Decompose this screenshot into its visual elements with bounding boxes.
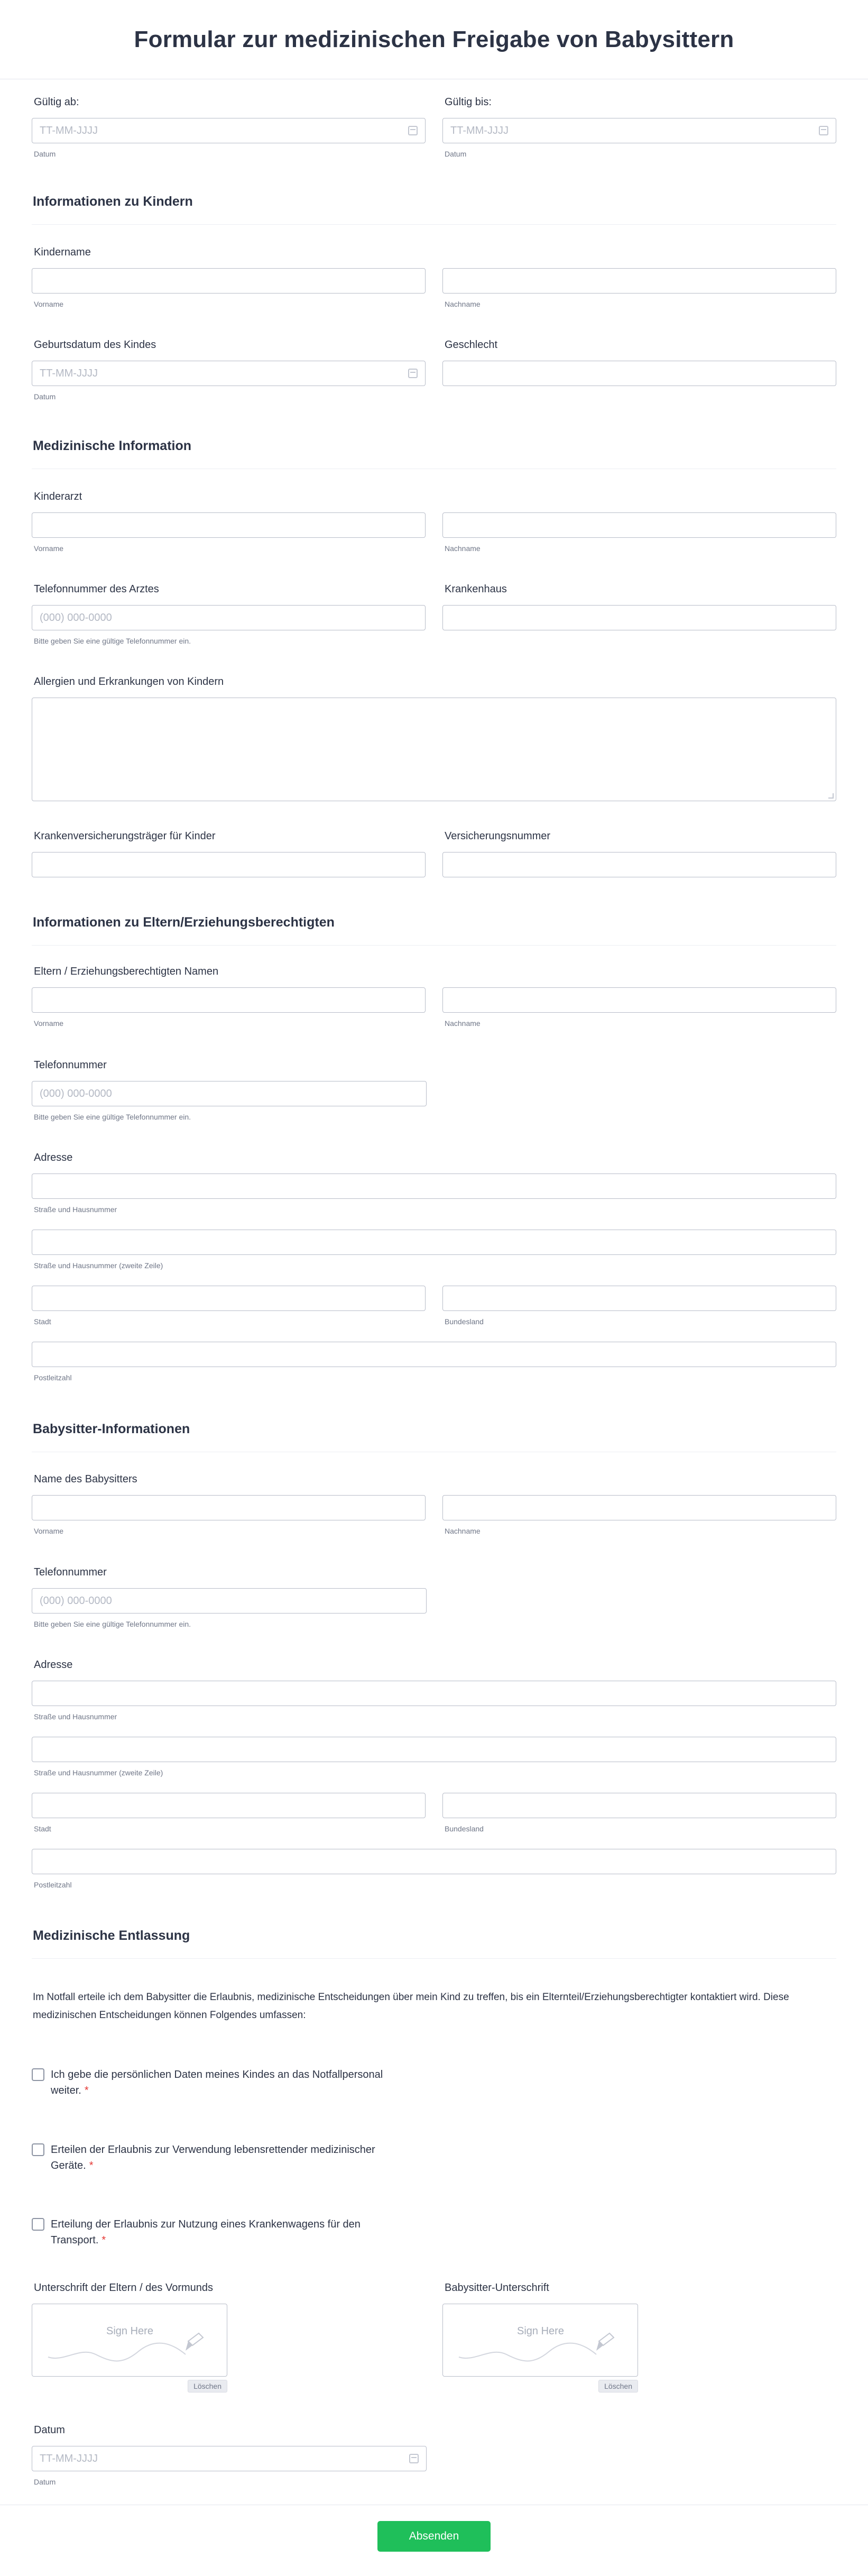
calendar-icon[interactable]	[819, 126, 828, 135]
consent-checkbox-1[interactable]	[32, 2067, 836, 2098]
submit-button[interactable]: Absenden	[377, 2521, 491, 2552]
sitter-city-input[interactable]	[32, 1793, 426, 1818]
child-dob-gender-row	[32, 339, 836, 401]
signature-scribble-icon	[454, 2325, 628, 2368]
parent-street2-input[interactable]	[32, 1230, 836, 1255]
sitter-street-sub: Straße und Hausnummer	[34, 1712, 117, 1721]
sitter-last-name-input[interactable]	[442, 1495, 836, 1520]
consent-2-label: Erteilen der Erlaubnis zur Verwendung lebensrettender medizinischer Geräte.	[51, 2144, 375, 2171]
doctor-phone-label: Telefonnummer des Arztes	[34, 583, 159, 595]
consent-1-label: Ich gebe die persönlichen Daten meines Kindes an das Notfallpersonal weiter.	[51, 2069, 383, 2096]
form-footer	[0, 2505, 868, 2576]
parent-zip-input[interactable]	[32, 1342, 836, 1367]
release-paragraph: Im Notfall erteile ich dem Babysitter die Erlaubnis, medizinische Entscheidungen über mein Kind zu treffen, bis ein Elternteil/Erziehungsberechtigter kontaktiert wird. Diese medizinischen Entscheidungen können Folgendes umfassen:	[33, 1992, 789, 2021]
parent-city-input[interactable]	[32, 1286, 426, 1311]
allergies-label: Allergien und Erkrankungen von Kindern	[34, 676, 224, 687]
sitter-address-label: Adresse	[34, 1659, 73, 1671]
sitter-name-label: Name des Babysitters	[34, 1473, 137, 1485]
sitter-name-field	[32, 1473, 836, 1535]
parent-name-field	[32, 966, 836, 1028]
sitter-phone-sub: Bitte geben Sie eine gültige Telefonnummer ein.	[34, 1620, 191, 1628]
child-gender-input[interactable]	[442, 361, 836, 386]
valid-to-label: Gültig bis:	[445, 96, 492, 108]
sitter-phone-field	[32, 1566, 836, 1628]
valid-from-sub: Datum	[34, 150, 56, 158]
sitter-address-field	[32, 1659, 836, 1889]
sitter-zip-sub: Postleitzahl	[34, 1881, 72, 1889]
parent-signature-label: Unterschrift der Eltern / des Vormunds	[34, 2282, 214, 2294]
child-dob-label: Geburtsdatum des Kindes	[34, 339, 156, 351]
child-section	[32, 194, 836, 247]
sitter-first-name-sub: Vorname	[34, 1527, 64, 1535]
parent-phone-label: Telefonnummer	[34, 1059, 107, 1071]
sitter-section-title: Babysitter-Informationen	[32, 1422, 836, 1452]
parent-city-sub: Stadt	[34, 1317, 51, 1326]
consent-checkbox-3[interactable]	[32, 2216, 836, 2248]
valid-from-input[interactable]	[32, 118, 426, 143]
sitter-state-input[interactable]	[442, 1793, 836, 1818]
sitter-first-name-input[interactable]	[32, 1495, 426, 1520]
doctor-first-name-input[interactable]	[32, 512, 426, 538]
signature-row	[32, 2282, 836, 2397]
child-last-name-input[interactable]	[442, 268, 836, 294]
release-section	[32, 1928, 836, 1981]
parent-phone-sub: Bitte geben Sie eine gültige Telefonnummer ein.	[34, 1113, 191, 1121]
insurance-row	[32, 830, 836, 877]
medical-section	[32, 438, 836, 491]
sitter-state-sub: Bundesland	[445, 1825, 484, 1833]
release-date-input[interactable]	[32, 2446, 427, 2471]
sitter-last-name-sub: Nachname	[445, 1527, 481, 1535]
parent-name-label: Eltern / Erziehungsberechtigten Namen	[34, 966, 219, 977]
valid-from-label: Gültig ab:	[34, 96, 79, 108]
checkbox-2[interactable]	[32, 2143, 44, 2156]
parent-state-sub: Bundesland	[445, 1317, 484, 1326]
child-section-title: Informationen zu Kindern	[32, 194, 836, 225]
doctor-phone-sub: Bitte geben Sie eine gültige Telefonnummer ein.	[34, 637, 191, 645]
valid-to-sub: Datum	[445, 150, 467, 158]
form-header	[0, 0, 868, 79]
child-dob-placeholder: TT-MM-JJJJ	[40, 367, 98, 379]
doctor-phone-hospital-row	[32, 583, 836, 645]
sitter-street-input[interactable]	[32, 1681, 836, 1706]
allergies-field	[32, 676, 836, 801]
consent-2-text	[51, 2142, 402, 2174]
signature-scribble-icon	[43, 2325, 217, 2368]
parent-phone-placeholder: (000) 000-0000	[40, 1087, 112, 1099]
parent-first-name-sub: Vorname	[34, 1019, 64, 1028]
parent-signature-clear-button[interactable]: Löschen	[188, 2380, 227, 2392]
insurance-number-label: Versicherungsnummer	[445, 830, 551, 842]
parent-phone-field	[32, 1059, 836, 1121]
required-mark: *	[89, 2160, 94, 2171]
required-mark: *	[101, 2234, 106, 2246]
sitter-signature-label: Babysitter-Unterschrift	[445, 2282, 549, 2294]
doctor-phone-placeholder: (000) 000-0000	[40, 611, 112, 624]
child-gender-label: Geschlecht	[445, 339, 498, 351]
child-dob-input[interactable]	[32, 361, 426, 386]
child-name-field	[32, 246, 836, 308]
parent-first-name-input[interactable]	[32, 987, 426, 1013]
parent-sign-here: Sign Here	[106, 2325, 153, 2337]
sitter-phone-input[interactable]	[32, 1588, 427, 1614]
release-date-sub: Datum	[34, 2478, 56, 2486]
doctor-last-name-sub: Nachname	[445, 544, 481, 553]
consent-checkbox-2[interactable]	[32, 2142, 836, 2174]
consent-3-text	[51, 2216, 402, 2248]
sitter-street2-input[interactable]	[32, 1737, 836, 1762]
insurance-number-input[interactable]	[442, 852, 836, 877]
release-date-label: Datum	[34, 2424, 65, 2436]
allergies-textarea[interactable]	[32, 698, 836, 801]
parent-street-input[interactable]	[32, 1174, 836, 1199]
hospital-input[interactable]	[442, 605, 836, 630]
consent-1-text	[51, 2067, 402, 2098]
calendar-icon[interactable]	[409, 2454, 419, 2463]
sitter-zip-input[interactable]	[32, 1849, 836, 1874]
valid-to-placeholder: TT-MM-JJJJ	[450, 124, 509, 136]
doctor-label: Kinderarzt	[34, 491, 82, 502]
resize-handle-icon[interactable]	[828, 793, 834, 799]
hospital-label: Krankenhaus	[445, 583, 507, 595]
validity-row	[32, 96, 836, 158]
child-first-name-input[interactable]	[32, 268, 426, 294]
parent-address-field	[32, 1152, 836, 1382]
release-date-field	[32, 2424, 836, 2486]
parent-street2-sub: Straße und Hausnummer (zweite Zeile)	[34, 1261, 163, 1270]
required-mark: *	[84, 2085, 89, 2096]
calendar-icon[interactable]	[408, 369, 418, 378]
sitter-signature-clear-button[interactable]: Löschen	[598, 2380, 638, 2392]
parent-street-sub: Straße und Hausnummer	[34, 1205, 117, 1214]
sitter-phone-placeholder: (000) 000-0000	[40, 1594, 112, 1607]
sitter-city-sub: Stadt	[34, 1825, 51, 1833]
doctor-phone-input[interactable]	[32, 605, 426, 630]
insurer-label: Krankenversicherungsträger für Kinder	[34, 830, 216, 842]
doctor-name-field	[32, 491, 836, 553]
child-dob-sub: Datum	[34, 392, 56, 401]
release-paragraph-block	[32, 1988, 836, 2024]
valid-from-placeholder: TT-MM-JJJJ	[40, 124, 98, 136]
release-section-title: Medizinische Entlassung	[32, 1928, 836, 1959]
checkbox-3[interactable]	[32, 2218, 44, 2231]
doctor-last-name-input[interactable]	[442, 512, 836, 538]
parent-last-name-sub: Nachname	[445, 1019, 481, 1028]
parent-last-name-input[interactable]	[442, 987, 836, 1013]
sitter-section	[32, 1422, 836, 1474]
doctor-first-name-sub: Vorname	[34, 544, 64, 553]
insurer-input[interactable]	[32, 852, 426, 877]
release-date-placeholder: TT-MM-JJJJ	[40, 2452, 98, 2464]
medical-section-title: Medizinische Information	[32, 438, 836, 469]
sitter-signature-pad[interactable]	[442, 2304, 638, 2377]
sitter-phone-label: Telefonnummer	[34, 1566, 107, 1578]
sitter-street2-sub: Straße und Hausnummer (zweite Zeile)	[34, 1768, 163, 1777]
form-title: Formular zur medizinischen Freigabe von Babysittern	[134, 26, 734, 52]
child-last-name-sub: Nachname	[445, 300, 481, 308]
valid-to-input[interactable]	[442, 118, 836, 143]
checkbox-1[interactable]	[32, 2068, 44, 2081]
parent-section-title: Informationen zu Eltern/Erziehungsberechtigten	[32, 915, 836, 946]
parent-address-label: Adresse	[34, 1152, 73, 1163]
consent-3-label: Erteilung der Erlaubnis zur Nutzung eines Krankenwagens für den Transport.	[51, 2219, 361, 2246]
parent-state-input[interactable]	[442, 1286, 836, 1311]
calendar-icon[interactable]	[408, 126, 418, 135]
parent-phone-input[interactable]	[32, 1081, 427, 1106]
child-first-name-sub: Vorname	[34, 300, 64, 308]
sitter-sign-here: Sign Here	[517, 2325, 564, 2337]
child-name-label: Kindername	[34, 246, 91, 258]
parent-zip-sub: Postleitzahl	[34, 1373, 72, 1382]
parent-signature-pad[interactable]	[32, 2304, 227, 2377]
parent-section	[32, 915, 836, 968]
